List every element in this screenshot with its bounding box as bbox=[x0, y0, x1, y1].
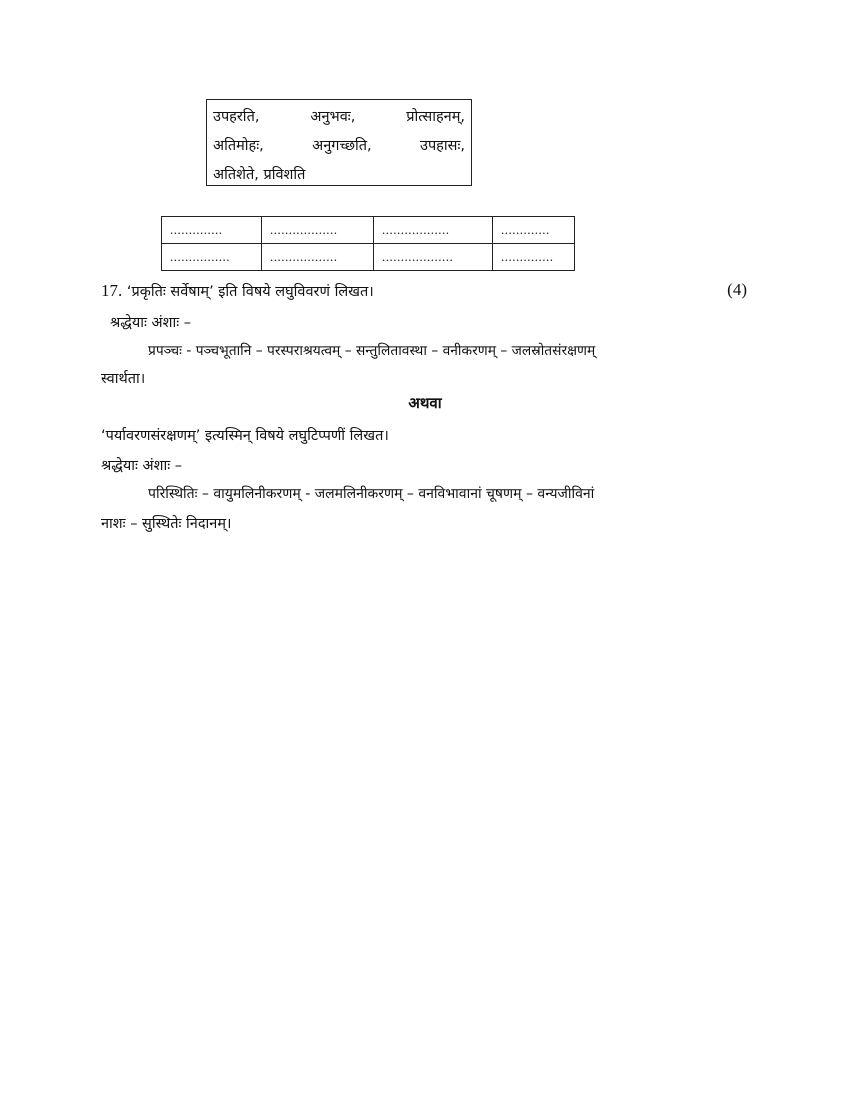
question-17-line bbox=[101, 281, 374, 301]
word-bank-word: अतिशेते, प्रविशति bbox=[213, 167, 306, 183]
hint-points-line: नाशः – सुस्थितेः निदानम्। bbox=[101, 516, 232, 532]
hint-label: श्रद्धेयाः अंशाः – bbox=[110, 315, 192, 331]
question-number: 17. bbox=[101, 281, 123, 300]
hint-points-line: प्रपञ्चः - पञ्चभूतानि – परस्पराश्रयत्वम् – सन्तुलितावस्था – वनीकरणम् – जलस्रोतसंरक्षणम् bbox=[148, 343, 596, 359]
word-bank-word: अनुभवः, bbox=[310, 109, 356, 125]
word-bank-word: प्रोत्साहनम्, bbox=[406, 109, 465, 125]
answer-blank-cell[interactable]: .............. bbox=[493, 244, 575, 271]
word-bank-word: अनुगच्छति, bbox=[312, 138, 372, 154]
answer-blank-cell[interactable]: ............. bbox=[493, 217, 575, 244]
word-bank-word: अतिमोहः, bbox=[213, 138, 264, 154]
table-row bbox=[162, 244, 575, 271]
or-heading: अथवा bbox=[408, 394, 442, 412]
word-bank-line bbox=[213, 103, 465, 132]
answer-blank-cell[interactable]: ................... bbox=[374, 244, 493, 271]
hint-label: श्रद्धेयाः अंशाः – bbox=[101, 458, 183, 474]
question-prompt: ‘प्रकृतिः सर्वेषाम्’ इति विषये लघुविवरणं लिखत। bbox=[126, 284, 374, 300]
question-marks: (4) bbox=[727, 280, 747, 299]
word-bank-line bbox=[213, 132, 465, 161]
answer-blank-cell[interactable]: .................. bbox=[262, 244, 374, 271]
hint-points-line: परिस्थितिः – वायुमलिनीकरणम् - जलमलिनीकरणम् – वनविभावानां चूषणम् – वन्यजीविनां bbox=[148, 486, 595, 502]
answer-blank-cell[interactable]: .................. bbox=[374, 217, 493, 244]
hint-points-line: स्वार्थता। bbox=[101, 371, 146, 387]
word-bank-box bbox=[206, 99, 472, 186]
alternative-question-prompt: ‘पर्यावरणसंरक्षणम्’ इत्यस्मिन् विषये लघुटिप्पणीं लिखत। bbox=[101, 428, 389, 444]
answer-blank-cell[interactable]: .................. bbox=[262, 217, 374, 244]
word-bank-word: उपहासः, bbox=[420, 138, 465, 154]
answer-blank-cell[interactable]: ................ bbox=[162, 244, 262, 271]
answer-table bbox=[161, 216, 575, 271]
table-row bbox=[162, 217, 575, 244]
answer-blank-cell[interactable]: .............. bbox=[162, 217, 262, 244]
word-bank-line bbox=[213, 161, 465, 190]
word-bank-word: उपहरति, bbox=[213, 109, 260, 125]
